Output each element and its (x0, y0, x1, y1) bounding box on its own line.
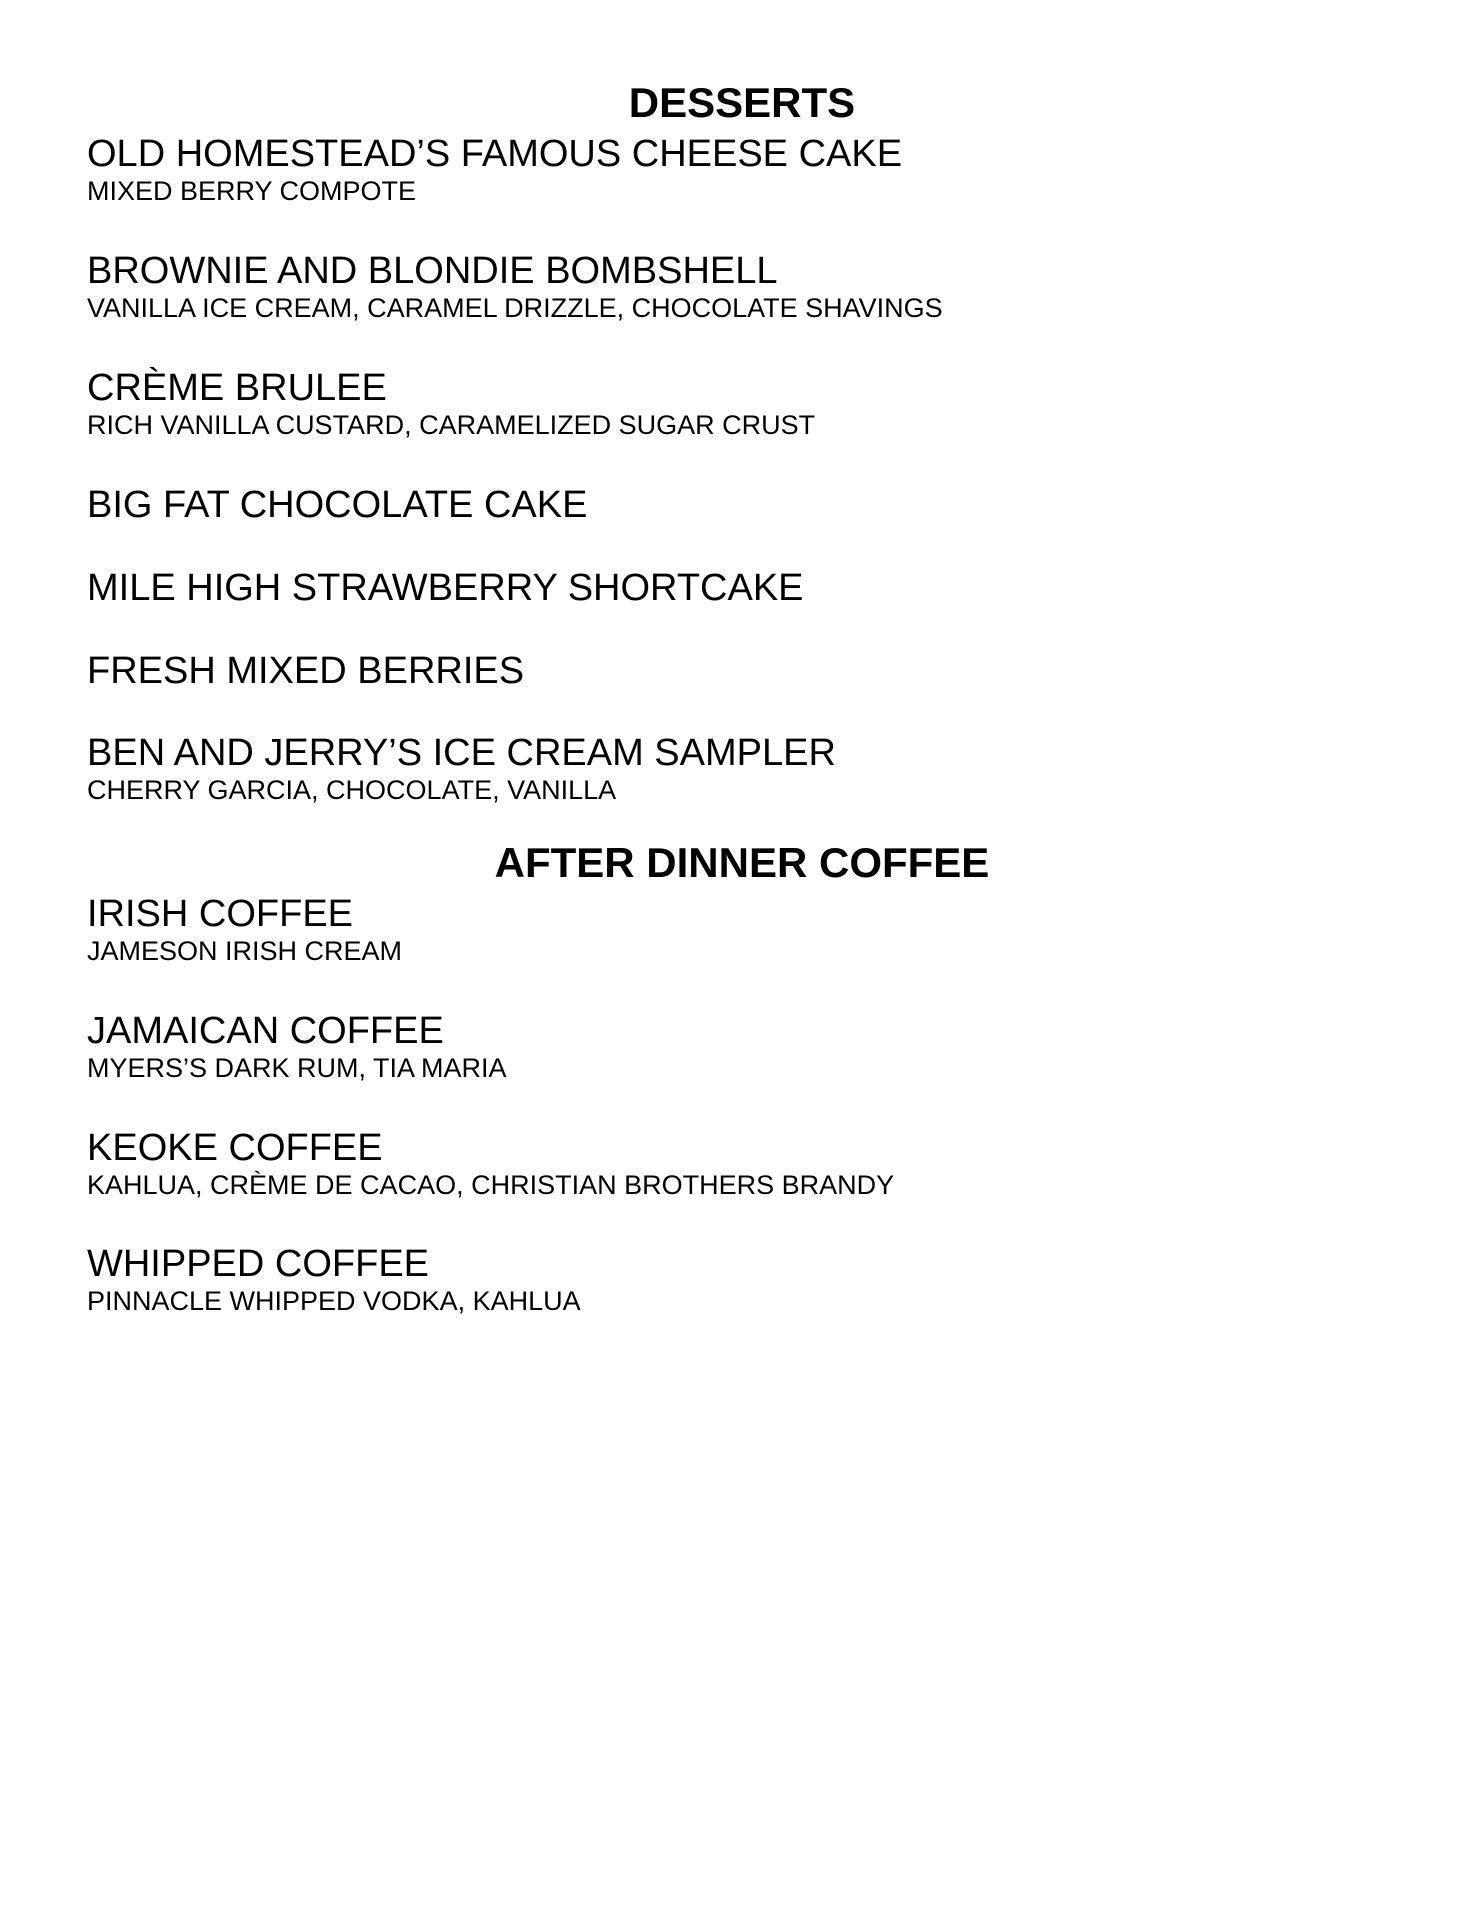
menu-item-description: MYERS’S DARK RUM, TIA MARIA (87, 1053, 507, 1083)
menu-item-description: JAMESON IRISH CREAM (87, 936, 403, 966)
menu-item-strawberry-shortcake (87, 567, 1387, 609)
menu-item-irish-coffee (87, 893, 1387, 967)
menu-item-name: FRESH MIXED BERRIES (87, 650, 525, 692)
menu-item-name: IRISH COFFEE (87, 893, 354, 935)
after-dinner-coffee-heading: AFTER DINNER COFFEE (494, 839, 990, 886)
menu-item-ice-cream-sampler (87, 732, 1387, 806)
menu-item-name: WHIPPED COFFEE (87, 1243, 430, 1285)
menu-item-name: MILE HIGH STRAWBERRY SHORTCAKE (87, 567, 804, 609)
menu-item-name: BROWNIE AND BLONDIE BOMBSHELL (87, 250, 778, 292)
menu-item-name: CRÈME BRULEE (87, 367, 387, 409)
menu-item-description: CHERRY GARCIA, CHOCOLATE, VANILLA (87, 775, 617, 805)
menu-item-name: KEOKE COFFEE (87, 1127, 383, 1169)
menu-item-name: BEN AND JERRY’S ICE CREAM SAMPLER (87, 732, 836, 774)
menu-item-chocolate-cake (87, 484, 1387, 526)
menu-item-description: VANILLA ICE CREAM, CARAMEL DRIZZLE, CHOCOLATE SHAVINGS (87, 293, 943, 323)
menu-item-mixed-berries (87, 650, 1387, 692)
menu-item-name: OLD HOMESTEAD’S FAMOUS CHEESE CAKE (87, 133, 903, 175)
menu-item-jamaican-coffee (87, 1010, 1387, 1084)
menu-item-name: JAMAICAN COFFEE (87, 1010, 444, 1052)
menu-item-description: PINNACLE WHIPPED VODKA, KAHLUA (87, 1286, 581, 1316)
menu-item-brownie-blondie (87, 250, 1387, 324)
menu-item-description: RICH VANILLA CUSTARD, CARAMELIZED SUGAR CRUST (87, 410, 816, 440)
menu-item-creme-brulee (87, 367, 1387, 441)
menu-item-cheese-cake (87, 133, 1387, 207)
desserts-heading: DESSERTS (628, 79, 856, 126)
menu-item-whipped-coffee (87, 1243, 1387, 1317)
menu-item-description: KAHLUA, CRÈME DE CACAO, CHRISTIAN BROTHERS BRANDY (87, 1170, 895, 1200)
menu-item-description: MIXED BERRY COMPOTE (87, 176, 417, 206)
menu-item-keoke-coffee (87, 1127, 1387, 1201)
menu-item-name: BIG FAT CHOCOLATE CAKE (87, 484, 588, 526)
